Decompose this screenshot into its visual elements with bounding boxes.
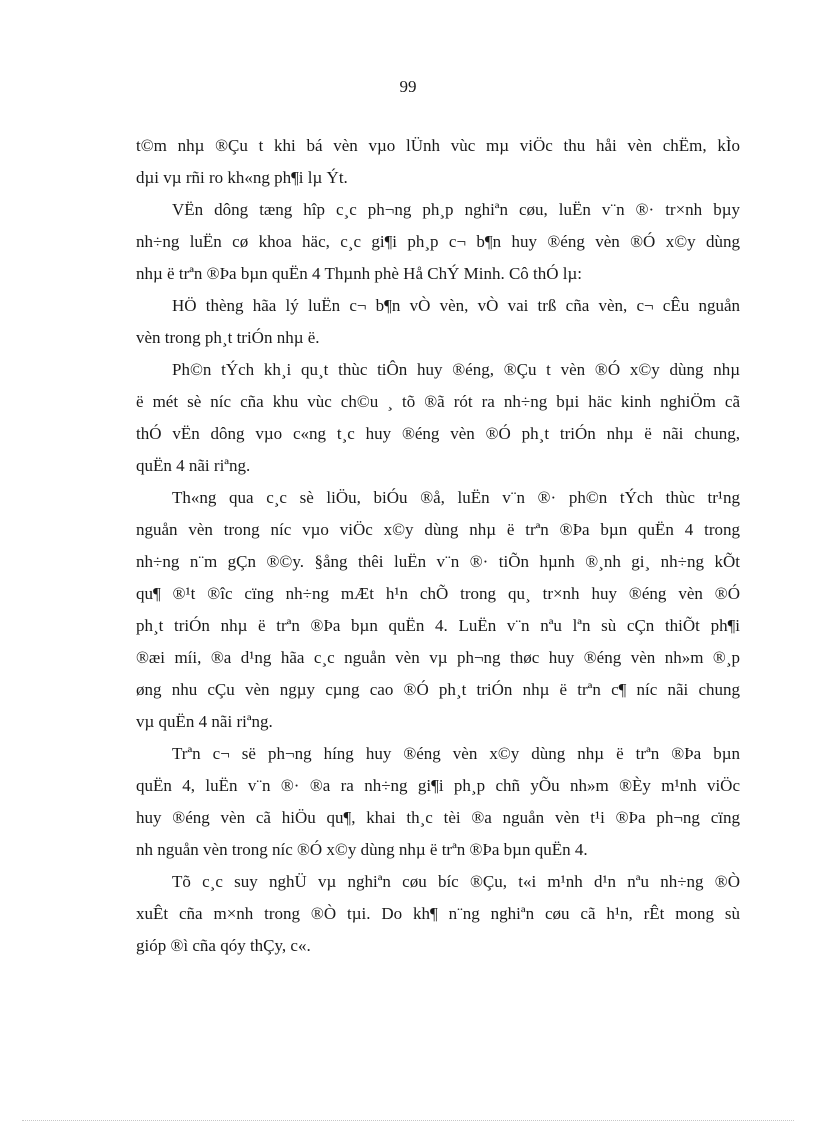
text-line: ®æi míi, ®a d¹ng hãa c¸c nguån vèn vµ ph¬ng thøc huy ®éng vèn nh»m ®¸p [136,648,740,667]
text-line: VËn dông tæng hîp c¸c ph¬ng ph¸p nghiªn cøu, luËn v¨n ®· tr×nh bµy [172,200,740,219]
text-line: nguån vèn trong níc vµo viÖc x©y dùng nhµ ë trªn ®Þa bµn quËn 4 trong [136,520,740,539]
page-number: 99 [399,77,417,96]
text-line: Th«ng qua c¸c sè liÖu, biÓu ®å, luËn v¨n ®· ph©n tÝch thùc tr¹ng [172,488,740,507]
text-line: ph¸t triÓn nhµ ë trªn ®Þa bµn quËn 4. LuËn v¨n nªu lªn sù cÇn thiÕt ph¶i [136,616,740,635]
text-line: thÓ vËn dông vµo c«ng t¸c huy ®éng vèn ®Ó ph¸t triÓn nhµ ë nãi chung, [136,424,740,443]
text-line: øng nhu cÇu vèn ngµy cµng cao ®Ó ph¸t triÓn nhµ ë trªn c¶ níc nãi chung [136,680,740,699]
text-line: nh÷ng luËn cø khoa häc, c¸c gi¶i ph¸p c¬ b¶n huy ®éng vèn ®Ó x©y dùng [136,232,740,251]
text-line: ë mét sè níc cña khu vùc ch©u ¸ tõ ®ã rót ra nh÷ng bµi häc kinh nghiÖm cã [136,392,740,411]
text-line: vèn trong ph¸t triÓn nhµ ë. [136,328,320,347]
text-line: Trªn c¬ së ph¬ng híng huy ®éng vèn x©y dùng nhµ ë trªn ®Þa bµn [172,744,740,763]
text-line: nh nguån vèn trong níc ®Ó x©y dùng nhµ ë trªn ®Þa bµn quËn 4. [136,840,588,859]
text-line: nhµ ë trªn ®Þa bµn quËn 4 Thµnh phè Hå ChÝ Minh. Cô thÓ lµ: [136,264,583,283]
text-line: Tõ c¸c suy nghÜ vµ nghiªn cøu bíc ®Çu, t«i m¹nh d¹n nªu nh÷ng ®Ò [172,872,740,891]
text-line: gióp ®ì cña qóy thÇy, c«. [136,936,311,955]
text-line: HÖ thèng hãa lý luËn c¬ b¶n vÒ vèn, vÒ vai trß cña vèn, c¬ cÊu nguån [172,296,740,315]
text-line: huy ®éng vèn cã hiÖu qu¶, khai th¸c tèi ®a nguån vèn t¹i ®Þa ph¬ng cïng [136,808,740,827]
text-line: qu¶ ®¹t ®îc cïng nh÷ng mÆt h¹n chÕ trong qu¸ tr×nh huy ®éng vèn ®Ó [136,584,740,603]
text-line: quËn 4 nãi riªng. [136,456,251,475]
text-line: quËn 4, luËn v¨n ®· ®a ra nh÷ng gi¶i ph¸p chñ yÕu nh»m ®Èy m¹nh viÖc [136,776,740,795]
text-line: nh÷ng n¨m gÇn ®©y. §ång thêi luËn v¨n ®· tiÕn hµnh ®¸nh gi¸ nh÷ng kÕt [136,552,740,571]
page-bottom-rule [22,1120,794,1121]
text-line: t©m nhµ ®Çu t khi bá vèn vµo lÜnh vùc mµ viÖc thu håi vèn chËm, kÌo [136,136,740,155]
text-line: xuÊt cña m×nh trong ®Ò tµi. Do kh¶ n¨ng nghiªn cøu cã h¹n, rÊt mong sù [136,904,740,923]
text-line: vµ quËn 4 nãi riªng. [136,712,273,731]
text-line: dµi vµ rñi ro kh«ng ph¶i lµ Ýt. [136,168,348,187]
text-line: Ph©n tÝch kh¸i qu¸t thùc tiÔn huy ®éng, ®Çu t vèn ®Ó x©y dùng nhµ [172,360,740,379]
body-text [136,130,740,962]
